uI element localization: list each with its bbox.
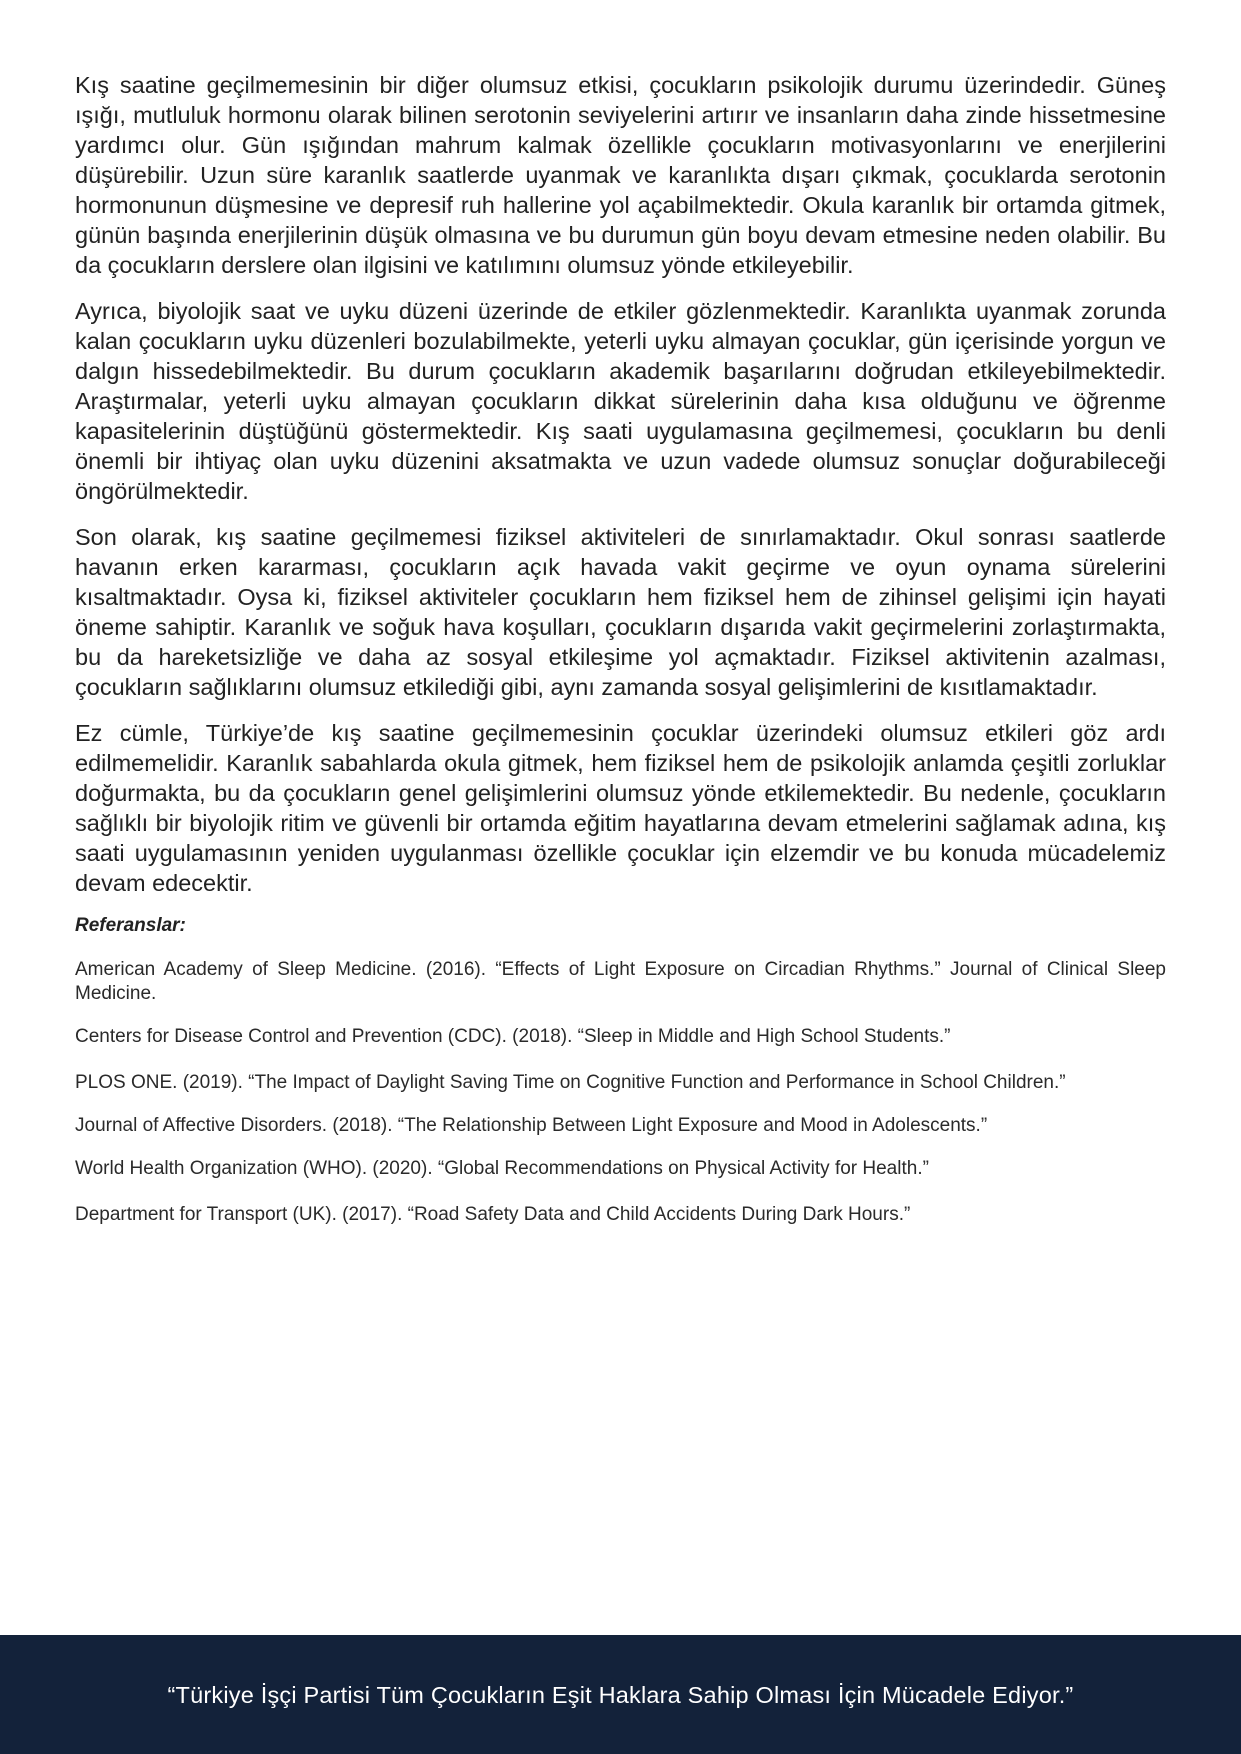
reference-item-5: World Health Organization (WHO). (2020). “Global Recommendations on Physical Activity for Health.” [75, 1158, 929, 1179]
references-section [75, 914, 1166, 1227]
footer-banner [0, 1635, 1241, 1754]
reference-item-6: Department for Transport (UK). (2017). “Road Safety Data and Child Accidents During Dark Hours.” [75, 1204, 911, 1225]
body-paragraph-3: Son olarak, kış saatine geçilmemesi fiziksel aktiviteleri de sınırlamaktadır. Okul sonrası saatlerde havanın erken kararması, çocukların açık havada vakit geçirme ve oyun oynama sürelerini kısaltmaktadır. Oysa ki, fiziksel aktiviteler çocukların hem fiziksel hem de zihinsel gelişimi için hayati öneme sahiptir. Karanlık ve soğuk hava koşulları, çocukların dışarıda vakit geçirmelerini zorlaştırmakta, bu da hareketsizliğe ve daha az sosyal etkileşime yol açmaktadır. Fiziksel aktivitenin azalması, çocukların sağlıklarını olumsuz etkilediği gibi, aynı zamanda sosyal gelişimlerini de kısıtlamaktadır. [75, 524, 1166, 700]
reference-item-1: American Academy of Sleep Medicine. (2016). “Effects of Light Exposure on Circadian Rhythms.” Journal of Clinical Sleep Medicine. [75, 959, 1166, 1004]
reference-item-4: Journal of Affective Disorders. (2018). “The Relationship Between Light Exposure and Mood in Adolescents.” [75, 1115, 988, 1136]
body-paragraph-1: Kış saatine geçilmemesinin bir diğer olumsuz etkisi, çocukların psikolojik durumu üzerindedir. Güneş ışığı, mutluluk hormonu olarak bilinen serotonin seviyelerini artırır ve insanların daha zinde hissetmesine yardımcı olur. Gün ışığından mahrum kalmak özellikle çocukların motivasyonlarını ve enerjilerini düşürebilir. Uzun süre karanlık saatlerde uyanmak ve karanlıkta dışarı çıkmak, çocuklarda serotonin hormonunun düşmesine ve depresif ruh hallerine yol açabilmektedir. Okula karanlık bir ortamda gitmek, günün başında enerjilerinin düşük olmasına ve bu durumun gün boyu devam etmesine neden olabilir. Bu da çocukların derslere olan ilgisini ve katılımını olumsuz yönde etkileyebilir. [75, 72, 1166, 278]
references-heading: Referanslar: [75, 915, 186, 936]
document-body [75, 70, 1166, 1249]
body-paragraph-4: Ez cümle, Türkiye’de kış saatine geçilmemesinin çocuklar üzerindeki olumsuz etkileri göz ardı edilmemelidir. Karanlık sabahlarda okula gitmek, hem fiziksel hem de psikolojik anlamda çeşitli zorluklar doğurmakta, bu da çocukların genel gelişimlerini olumsuz yönde etkilemektedir. Bu nedenle, çocukların sağlıklı bir biyolojik ritim ve güvenli bir ortamda eğitim hayatlarına devam etmelerini sağlamak adına, kış saati uygulamasının yeniden uygulanması özellikle çocuklar için elzemdir ve bu konuda mücadelemiz devam edecektir. [75, 720, 1166, 896]
reference-item-3: PLOS ONE. (2019). “The Impact of Daylight Saving Time on Cognitive Function and Performance in School Children.” [75, 1072, 1066, 1093]
body-paragraph-2: Ayrıca, biyolojik saat ve uyku düzeni üzerinde de etkiler gözlenmektedir. Karanlıkta uyanmak zorunda kalan çocukların uyku düzenleri bozulabilmekte, yeterli uyku almayan çocuklar, gün içerisinde yorgun ve dalgın hissedebilmektedir. Bu durum çocukların akademik başarılarını doğrudan etkileyebilmektedir. Araştırmalar, yeterli uyku almayan çocukların dikkat sürelerinin daha kısa olduğunu ve öğrenme kapasitelerinin düştüğünü göstermektedir. Kış saati uygulamasına geçilmemesi, çocukların bu denli önemli bir ihtiyaç olan uyku düzenini aksatmakta ve uzun vadede olumsuz sonuçlar doğurabileceği öngörülmektedir. [75, 298, 1166, 504]
footer-slogan: “Türkiye İşçi Partisi Tüm Çocukların Eşit Haklara Sahip Olması İçin Mücadele Ediyor.” [167, 1681, 1074, 1708]
reference-item-2: Centers for Disease Control and Prevention (CDC). (2018). “Sleep in Middle and High School Students.” [75, 1026, 951, 1047]
